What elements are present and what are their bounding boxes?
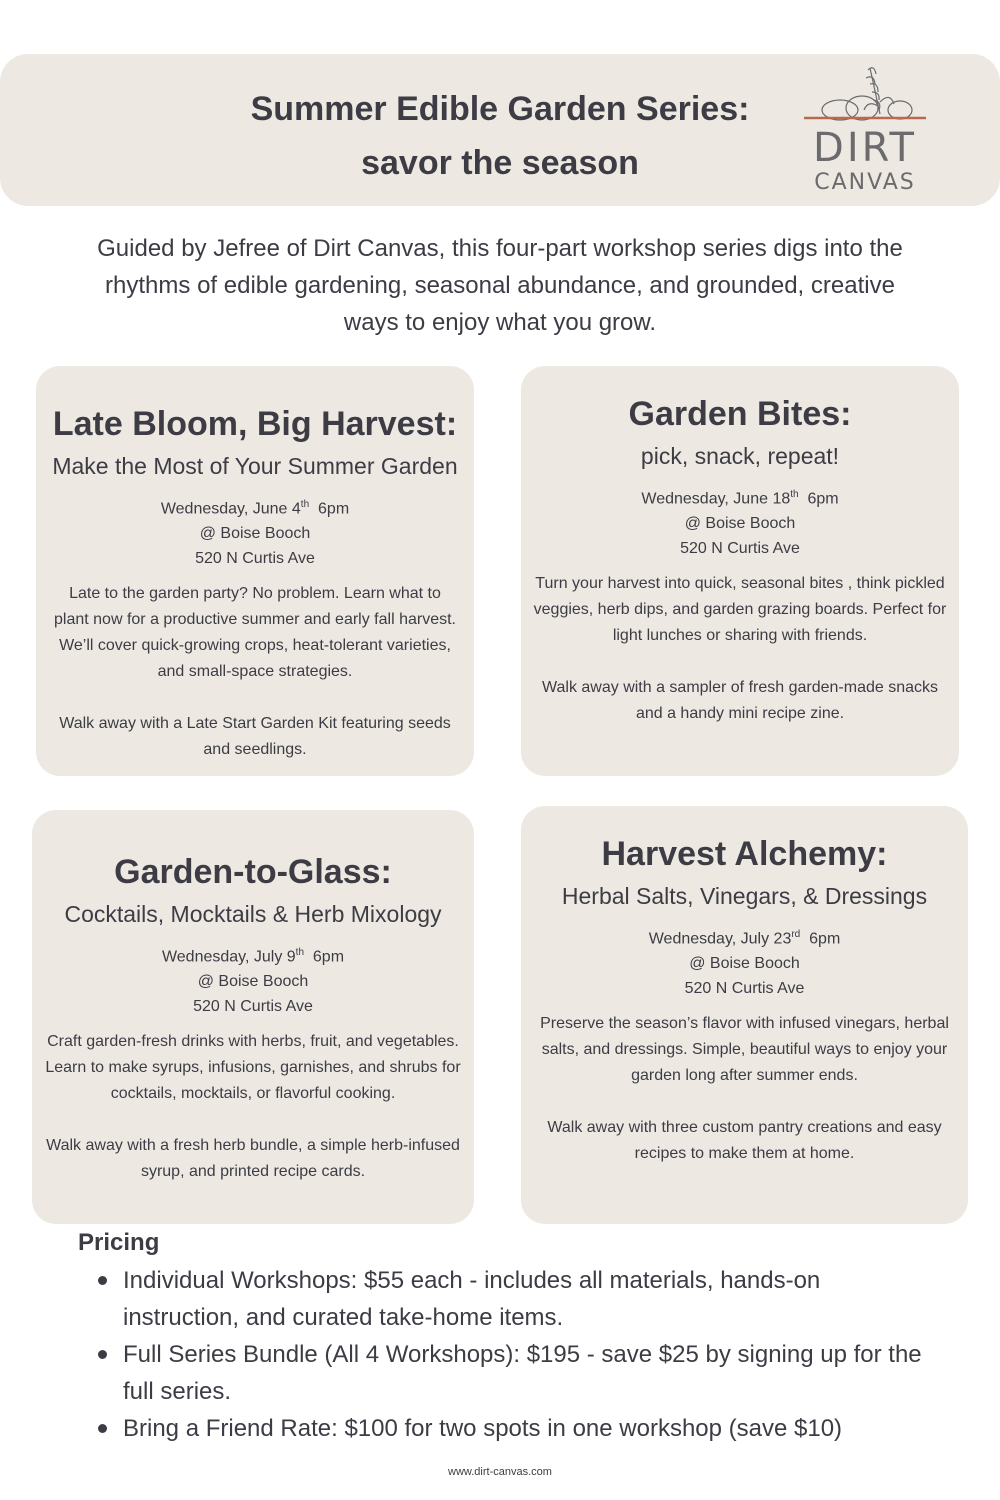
workshop-takeaway: Walk away with three custom pantry creations and easy recipes to make them at home. — [547, 1119, 942, 1163]
workshop-description: Turn your harvest into quick, seasonal bites , think pickled veggies, herb dips, and garden grazing boards. Perfect for light lunches or sharing with friends. — [533, 575, 947, 645]
workshop-card-garden-bites — [521, 366, 959, 776]
workshop-subtitle: Herbal Salts, Vinegars, & Dressings — [561, 883, 928, 909]
pricing-item — [88, 1336, 938, 1410]
workshop-date: Wednesday, July 9th 6pm — [161, 947, 345, 966]
dirt-canvas-logo — [800, 62, 930, 198]
page-title: Summer Edible Garden Series: — [250, 90, 750, 128]
workshop-address: 520 N Curtis Ave — [684, 980, 805, 998]
workshop-card-harvest-alchemy — [521, 806, 968, 1224]
workshop-venue: @ Boise Booch — [684, 515, 796, 533]
workshop-description: Craft garden-fresh drinks with herbs, fruit, and vegetables. Learn to make syrups, infusions, garnishes, and shrubs for cocktails, mocktails, or flavorful cooking. — [45, 1033, 461, 1103]
workshop-venue: @ Boise Booch — [199, 525, 311, 543]
pricing-item — [88, 1410, 938, 1447]
bullet-icon — [98, 1350, 107, 1359]
pricing-item — [88, 1262, 938, 1336]
pricing-list — [88, 1262, 938, 1447]
workshop-subtitle: Make the Most of Your Summer Garden — [52, 453, 458, 479]
workshop-takeaway: Walk away with a Late Start Garden Kit featuring seeds and seedlings. — [59, 715, 451, 759]
workshop-date: Wednesday, July 23rd 6pm — [648, 929, 841, 948]
workshop-date: Wednesday, June 4th 6pm — [160, 499, 350, 518]
workshop-address: 520 N Curtis Ave — [680, 540, 800, 558]
pricing-item-text: Individual Workshops: $55 each - includes all materials, hands-on instruction, and curated take-home items. — [123, 1267, 821, 1331]
website-link[interactable]: www.dirt-canvas.com — [448, 1466, 552, 1478]
page-subtitle: savor the season — [361, 144, 639, 182]
workshop-title: Garden Bites: — [628, 395, 852, 433]
workshop-takeaway: Walk away with a fresh herb bundle, a simple herb-infused syrup, and printed recipe cards. — [46, 1137, 460, 1181]
workshop-description: Preserve the season’s flavor with infused vinegars, herbal salts, and dressings. Simple, beautiful ways to enjoy your garden long after summer ends. — [540, 1015, 949, 1085]
pricing-item-text: Bring a Friend Rate: $100 for two spots in one workshop (save $10) — [123, 1415, 843, 1442]
pricing-heading: Pricing — [78, 1229, 160, 1256]
workshop-card-garden-to-glass — [32, 810, 474, 1224]
bullet-icon — [98, 1424, 107, 1433]
workshop-description: Late to the garden party? No problem. Learn what to plant now for a productive summer and early fall harvest. We’ll cover quick-growing crops, heat-tolerant varieties, and small-space strategies. — [54, 585, 456, 681]
intro-paragraph: Guided by Jefree of Dirt Canvas, this four-part workshop series digs into the rhythms of edible gardening, seasonal abundance, and grounded, creative ways to enjoy what you grow. — [97, 235, 903, 336]
logo-text-dirt: DIRT — [813, 125, 917, 171]
workshop-subtitle: Cocktails, Mocktails & Herb Mixology — [64, 901, 442, 927]
workshop-subtitle: pick, snack, repeat! — [640, 443, 840, 469]
workshop-venue: @ Boise Booch — [197, 973, 309, 991]
workshop-address: 520 N Curtis Ave — [195, 550, 315, 568]
workshop-card-late-bloom — [36, 366, 474, 776]
plant-icon — [800, 62, 930, 122]
workshop-address: 520 N Curtis Ave — [193, 998, 313, 1016]
workshop-title: Harvest Alchemy: — [601, 835, 888, 873]
logo-text-canvas: CANVAS — [814, 170, 916, 195]
workshop-date: Wednesday, June 18th 6pm — [641, 489, 839, 508]
workshop-title: Late Bloom, Big Harvest: — [52, 405, 458, 443]
bullet-icon — [98, 1276, 107, 1285]
pricing-item-text: Full Series Bundle (All 4 Workshops): $195 - save $25 by signing up for the full series. — [123, 1341, 922, 1405]
workshop-venue: @ Boise Booch — [689, 955, 800, 973]
workshop-takeaway: Walk away with a sampler of fresh garden-made snacks and a handy mini recipe zine. — [541, 679, 938, 723]
workshop-title: Garden-to-Glass: — [114, 853, 392, 891]
